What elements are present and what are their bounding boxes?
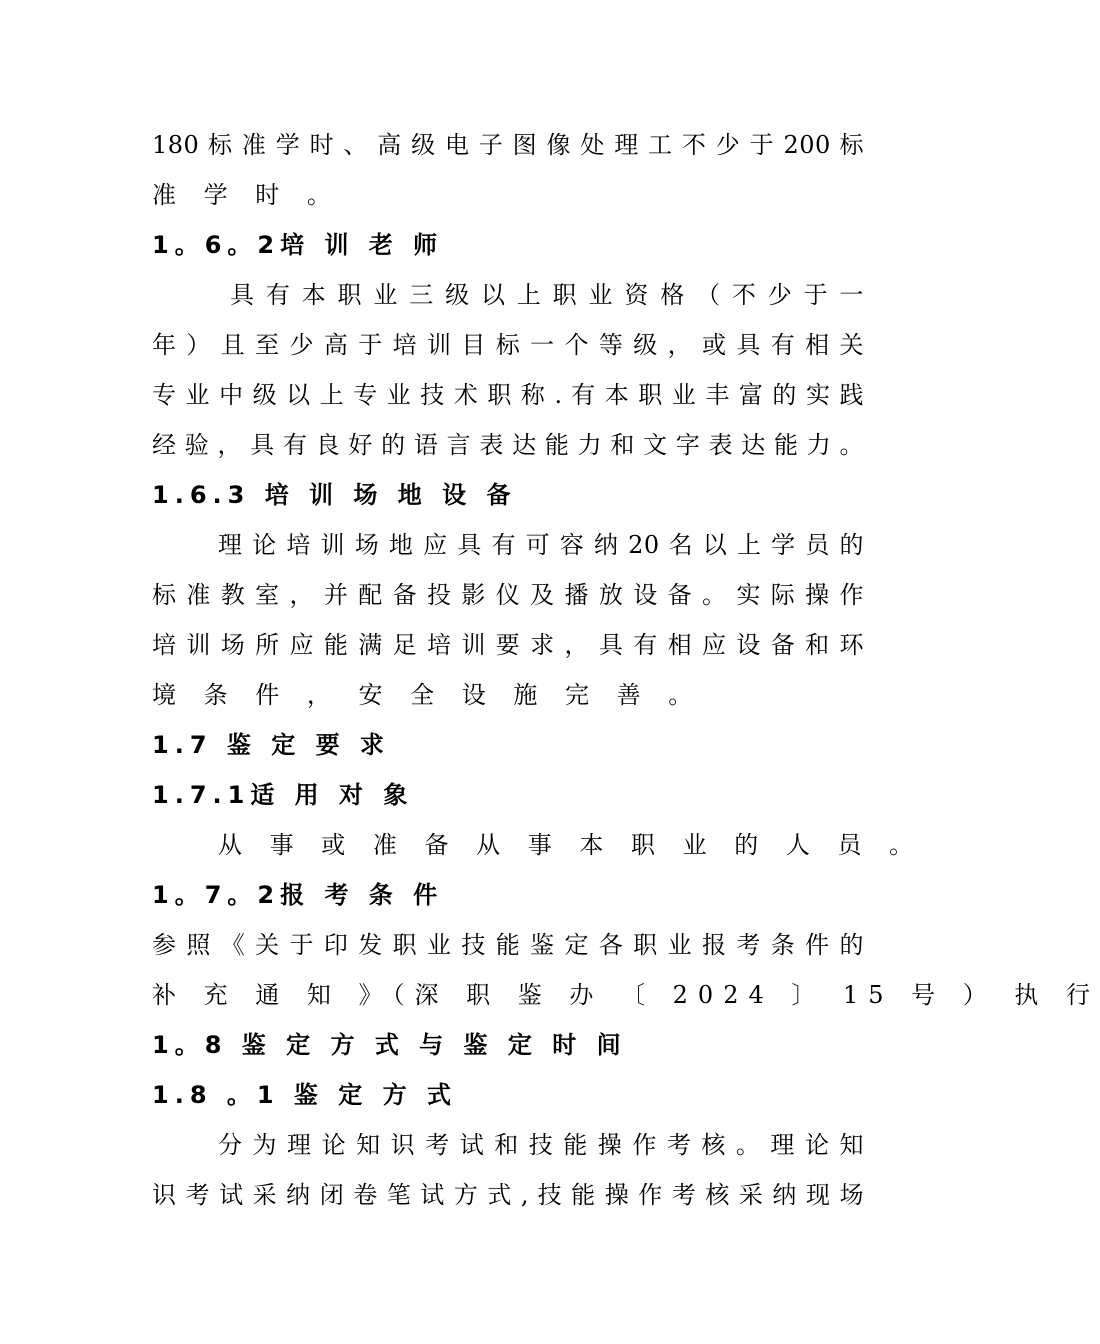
paragraph-line: 专 业 中 级 以 上 专 业 技 术 职 称 . 有 本 职 业 丰 富 的 实 践 bbox=[152, 381, 864, 409]
section-heading-1-6-3: 1.6.3 培 训 场 地 设 备 bbox=[152, 481, 517, 509]
paragraph-line: 从 事 或 准 备 从 事 本 职 业 的 人 员 。 bbox=[218, 831, 924, 859]
section-heading-1-8: 1。8 鉴 定 方 式 与 鉴 定 时 间 bbox=[152, 1031, 627, 1059]
paragraph-line: 标 准 教 室 ， 并 配 备 投 影 仪 及 播 放 设 备 。 实 际 操 作 bbox=[152, 581, 864, 609]
paragraph-line: 经 验 ， 具 有 良 好 的 语 言 表 达 能 力 和 文 字 表 达 能 力 。 bbox=[152, 431, 864, 459]
section-heading-1-8-1: 1.8 。1 鉴 定 方 式 bbox=[152, 1081, 457, 1109]
section-heading-1-7-1: 1.7.1适 用 对 象 bbox=[152, 781, 414, 809]
paragraph-line: 分 为 理 论 知 识 考 试 和 技 能 操 作 考 核 。 理 论 知 bbox=[218, 1131, 864, 1159]
paragraph-line: 培 训 场 所 应 能 满 足 培 训 要 求 ， 具 有 相 应 设 备 和 环 bbox=[152, 631, 864, 659]
section-heading-1-7: 1.7 鉴 定 要 求 bbox=[152, 731, 390, 759]
paragraph-line: 理 论 培 训 场 地 应 具 有 可 容 纳 20 名 以 上 学 员 的 bbox=[218, 531, 864, 559]
paragraph-line: 180 标 准 学 时 、 高 级 电 子 图 像 处 理 工 不 少 于 200 标 bbox=[152, 131, 864, 159]
section-heading-1-7-2: 1。7。2报 考 条 件 bbox=[152, 881, 444, 909]
paragraph-line: 年 ） 且 至 少 高 于 培 训 目 标 一 个 等 级 ， 或 具 有 相 关 bbox=[152, 331, 864, 359]
section-heading-1-6-2: 1。6。2培 训 老 师 bbox=[152, 231, 444, 259]
paragraph-line: 准 学 时 。 bbox=[152, 181, 341, 209]
paragraph-line: 参 照 《 关 于 印 发 职 业 技 能 鉴 定 各 职 业 报 考 条 件 的 bbox=[152, 931, 864, 959]
paragraph-line: 境 条 件 ， 安 全 设 施 完 善 。 bbox=[152, 681, 703, 709]
paragraph-line: 补 充 通 知 》（深 职 鉴 办 〔 2024 〕 15 号 ） 执 行 bbox=[152, 981, 1100, 1009]
paragraph-line: 识 考 试 采 纳 闭 卷 笔 试 方 式 , 技 能 操 作 考 核 采 纳 现 场 bbox=[152, 1181, 864, 1209]
paragraph-line: 具 有 本 职 业 三 级 以 上 职 业 资 格 （ 不 少 于 一 bbox=[230, 281, 864, 309]
